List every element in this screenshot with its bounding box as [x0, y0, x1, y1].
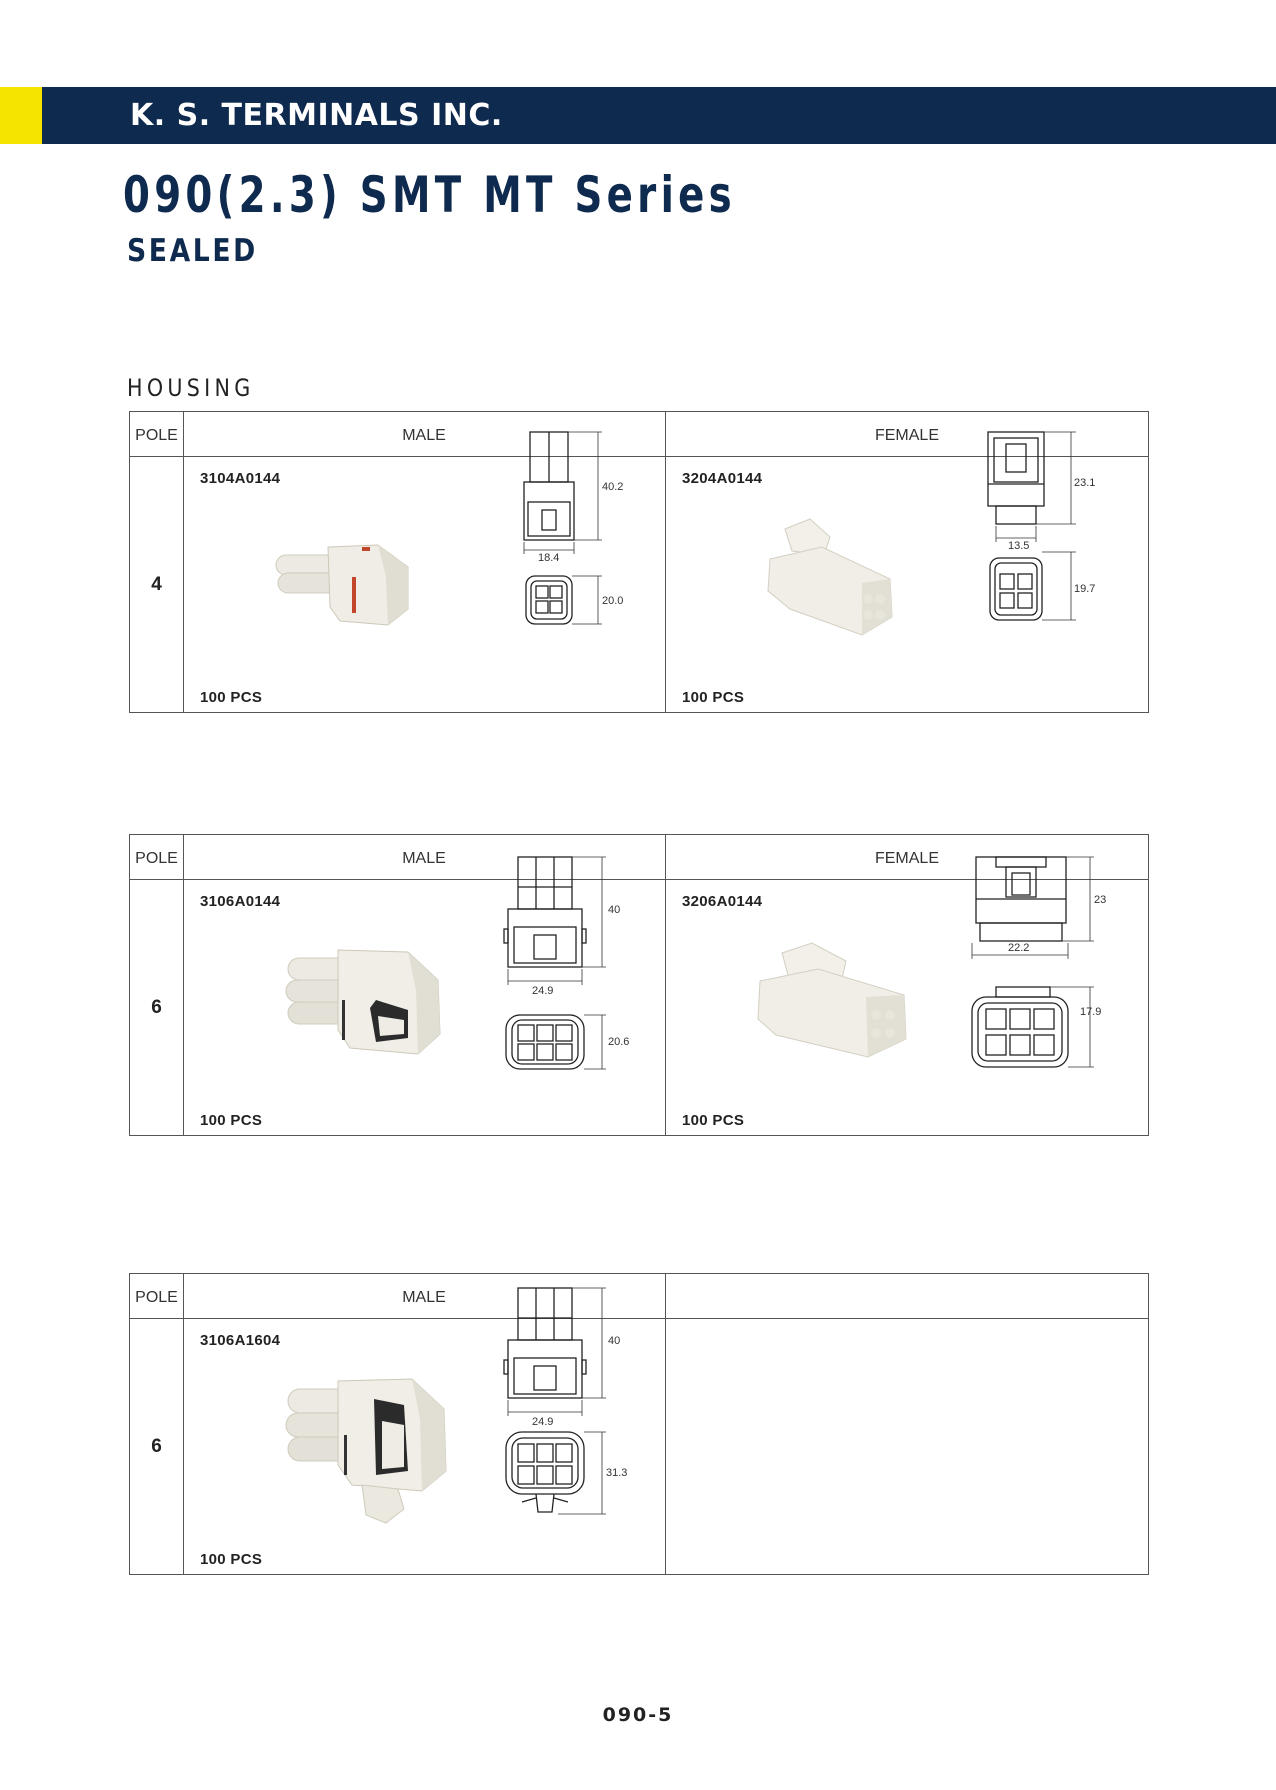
male-depth-dim: 20.6: [608, 1036, 630, 1048]
female-quantity: 100 PCS: [682, 689, 745, 706]
male-width-dim: 24.9: [532, 1416, 554, 1428]
header-female-empty: [665, 1274, 1149, 1319]
male-depth-dim: 31.3: [606, 1467, 628, 1479]
brand-accent-tab: [0, 87, 42, 144]
header-pole: POLE: [135, 427, 178, 444]
female-height-dim: 23: [1094, 894, 1107, 906]
male-connector-photo: [258, 1359, 468, 1529]
male-height-dim: 40: [608, 1335, 621, 1347]
pole-count: 6: [151, 1435, 162, 1457]
female-part-number: 3204A0144: [682, 470, 763, 487]
female-width-dim: 22.2: [1008, 942, 1030, 954]
male-dimension-drawing: [502, 1286, 642, 1526]
male-part-number: 3104A0144: [200, 470, 281, 487]
page-number: 090-5: [602, 1704, 674, 1726]
female-connector-photo: [750, 507, 910, 647]
pole-count: 6: [151, 996, 162, 1018]
female-depth-dim: 19.7: [1074, 583, 1096, 595]
male-width-dim: 18.4: [538, 552, 560, 564]
header-female: FEMALE: [874, 850, 939, 867]
header-male: MALE: [402, 1289, 446, 1306]
male-connector-photo: [258, 517, 438, 637]
male-dimension-drawing: [502, 855, 642, 1085]
female-dimension-drawing: [968, 855, 1128, 1085]
female-connector-photo: [742, 935, 922, 1065]
male-part-number: 3106A1604: [200, 1332, 281, 1349]
male-connector-photo: [258, 930, 458, 1070]
pole-count: 4: [151, 573, 162, 595]
female-quantity: 100 PCS: [682, 1112, 745, 1129]
female-dimension-drawing: [986, 430, 1116, 650]
header-female: FEMALE: [874, 427, 939, 444]
section-label-housing: HOUSING: [127, 374, 255, 402]
header-pole: POLE: [135, 850, 178, 867]
housing-table-6-pole: [129, 834, 1149, 1136]
company-name: K. S. TERMINALS INC.: [130, 98, 503, 133]
housing-table-6-pole-male-only: [129, 1273, 1149, 1575]
male-quantity: 100 PCS: [200, 1551, 263, 1568]
header-pole: POLE: [135, 1289, 178, 1306]
female-depth-dim: 17.9: [1080, 1006, 1102, 1018]
male-depth-dim: 20.0: [602, 595, 624, 607]
female-width-dim: 13.5: [1008, 540, 1030, 552]
housing-table-4-pole: [129, 411, 1149, 713]
female-part-number: 3206A0144: [682, 893, 763, 910]
series-title: 090(2.3) SMT MT Series: [123, 166, 737, 224]
male-part-number: 3106A0144: [200, 893, 281, 910]
male-height-dim: 40: [608, 904, 621, 916]
male-quantity: 100 PCS: [200, 689, 263, 706]
series-subtitle: SEALED: [127, 233, 258, 269]
male-dimension-drawing: [518, 430, 638, 650]
male-quantity: 100 PCS: [200, 1112, 263, 1129]
male-height-dim: 40.2: [602, 481, 624, 493]
male-width-dim: 24.9: [532, 985, 554, 997]
female-height-dim: 23.1: [1074, 477, 1096, 489]
header-male: MALE: [402, 427, 446, 444]
header-male: MALE: [402, 850, 446, 867]
